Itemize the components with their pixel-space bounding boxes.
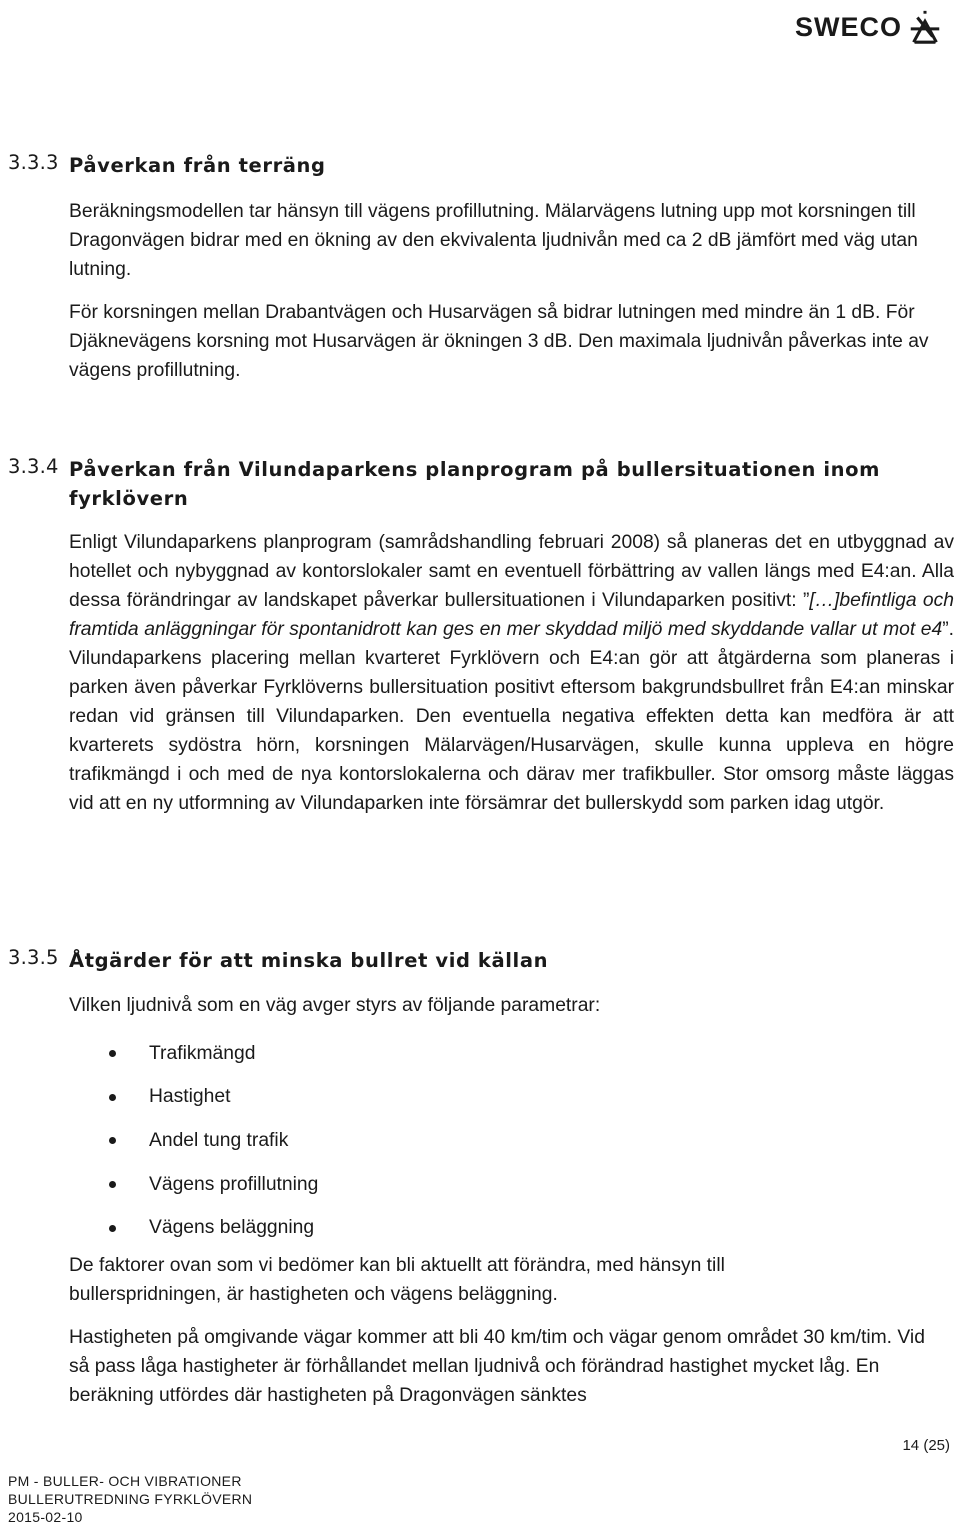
- bullet-icon: [109, 1094, 116, 1101]
- section-number: 3.3.4: [8, 455, 59, 478]
- list-item: [69, 1206, 318, 1250]
- paragraph: De faktorer ovan som vi bedömer kan bli aktuellt att förändra, med hänsyn till bullerspridningen, är hastigheten och vägens beläggning.: [69, 1255, 725, 1305]
- list-item: [69, 1163, 318, 1207]
- bullet-icon: [109, 1137, 116, 1144]
- list-item: [69, 1076, 318, 1120]
- paragraph: Vilken ljudnivå som en väg avger styrs av följande parametrar:: [69, 995, 601, 1016]
- bullet-icon: [109, 1050, 116, 1057]
- sweco-logo: [795, 8, 944, 46]
- bullet-icon: [109, 1225, 116, 1232]
- section-number: 3.3.3: [8, 151, 59, 174]
- document-footer: [8, 1472, 252, 1522]
- paragraph: [69, 528, 954, 818]
- paragraph: Beräkningsmodellen tar hänsyn till vägens profillutning. Mälarvägens lutning upp mot korsningen till Dragonvägen bidrar med en ökning av den ekvivalenta ljudnivån med ca 2 dB jämfört med väg utan lutning.: [69, 201, 918, 280]
- list-item: [69, 1032, 318, 1076]
- section-number: 3.3.5: [8, 946, 59, 969]
- section-title: Påverkan från terräng: [69, 154, 326, 177]
- sweco-star-icon: [906, 8, 944, 46]
- list-item-label: Vägens beläggning: [149, 1217, 315, 1239]
- section-heading-3-3-5: [8, 946, 548, 975]
- footer-subtitle: BULLERUTREDNING FYRKLÖVERN: [8, 1491, 253, 1507]
- section-title: Påverkan från Vilundaparkens planprogram på bullersituationen inom fyrklövern: [69, 458, 881, 510]
- logo-text: SWECO: [794, 11, 902, 42]
- list-item-label: Hastighet: [149, 1086, 231, 1108]
- parameter-list: [69, 1032, 318, 1250]
- paragraph: Hastigheten på omgivande vägar kommer att bli 40 km/tim och vägar genom området 30 km/tim. Vid så pass låga hastigheter är förhållandet mellan ljudnivå och förändrad hastighet mycket låg. En beräkning utfördes där hastigheten på Dragonvägen sänktes: [69, 1327, 925, 1406]
- paragraph-text: ”. Vilundaparkens placering mellan kvarteret Fyrklövern och E4:an gör att åtgärderna som planeras i parken även påverkar Fyrklöverns bullersituation positivt eftersom bakgrundsbullret från E4:an minskar redan vid gränsen till Vilundaparken. Den eventuella negativa effekten detta kan medföra är att kvarterets sydöstra hörn, korsningen Mälarvägen/Husarvägen, skulle kunna uppleva en högre trafikmängd i och med de nya kontorslokalerna och därav mer trafikbuller. Stor omsorg måste läggas vid att en ny utformning av Vilundaparken inte försämrar det bullerskydd som parken idag utgör.: [69, 619, 954, 814]
- footer-date: 2015-02-10: [8, 1509, 83, 1522]
- list-item: [69, 1119, 318, 1163]
- bullet-icon: [109, 1181, 116, 1188]
- list-item-label: Trafikmängd: [149, 1042, 256, 1064]
- list-item-label: Andel tung trafik: [149, 1129, 289, 1151]
- page-number: 14 (25): [902, 1437, 950, 1454]
- quote-text: […]befintliga och framtida anläggningar för spontanidrott kan ges en mer skyddad miljö med skyddande vallar ut mot e4: [69, 590, 954, 640]
- section-title: Åtgärder för att minska bullret vid källan: [69, 949, 549, 972]
- paragraph: För korsningen mellan Drabantvägen och Husarvägen så bidrar lutningen med mindre än 1 dB. För Djäknevägens korsning mot Husarvägen är ökningen 3 dB. Den maximala ljudnivån påverkas inte av vägens profillutning.: [69, 302, 929, 381]
- paragraph-text: Enligt Vilundaparkens planprogram (samrådshandling februari 2008) så planeras det en utbyggnad av hotellet och nybyggnad av kontorslokaler samt en eventuell förbättring av vallen längs med E4:an. Alla dessa förändringar av landskapet påverkar bullersituationen i Vilundaparken positivt: ”: [69, 532, 954, 611]
- list-item-label: Vägens profillutning: [149, 1173, 319, 1195]
- footer-title: PM - BULLER- OCH VIBRATIONER: [8, 1473, 242, 1489]
- section-heading-3-3-4: [8, 455, 929, 513]
- section-heading-3-3-3: [8, 151, 326, 180]
